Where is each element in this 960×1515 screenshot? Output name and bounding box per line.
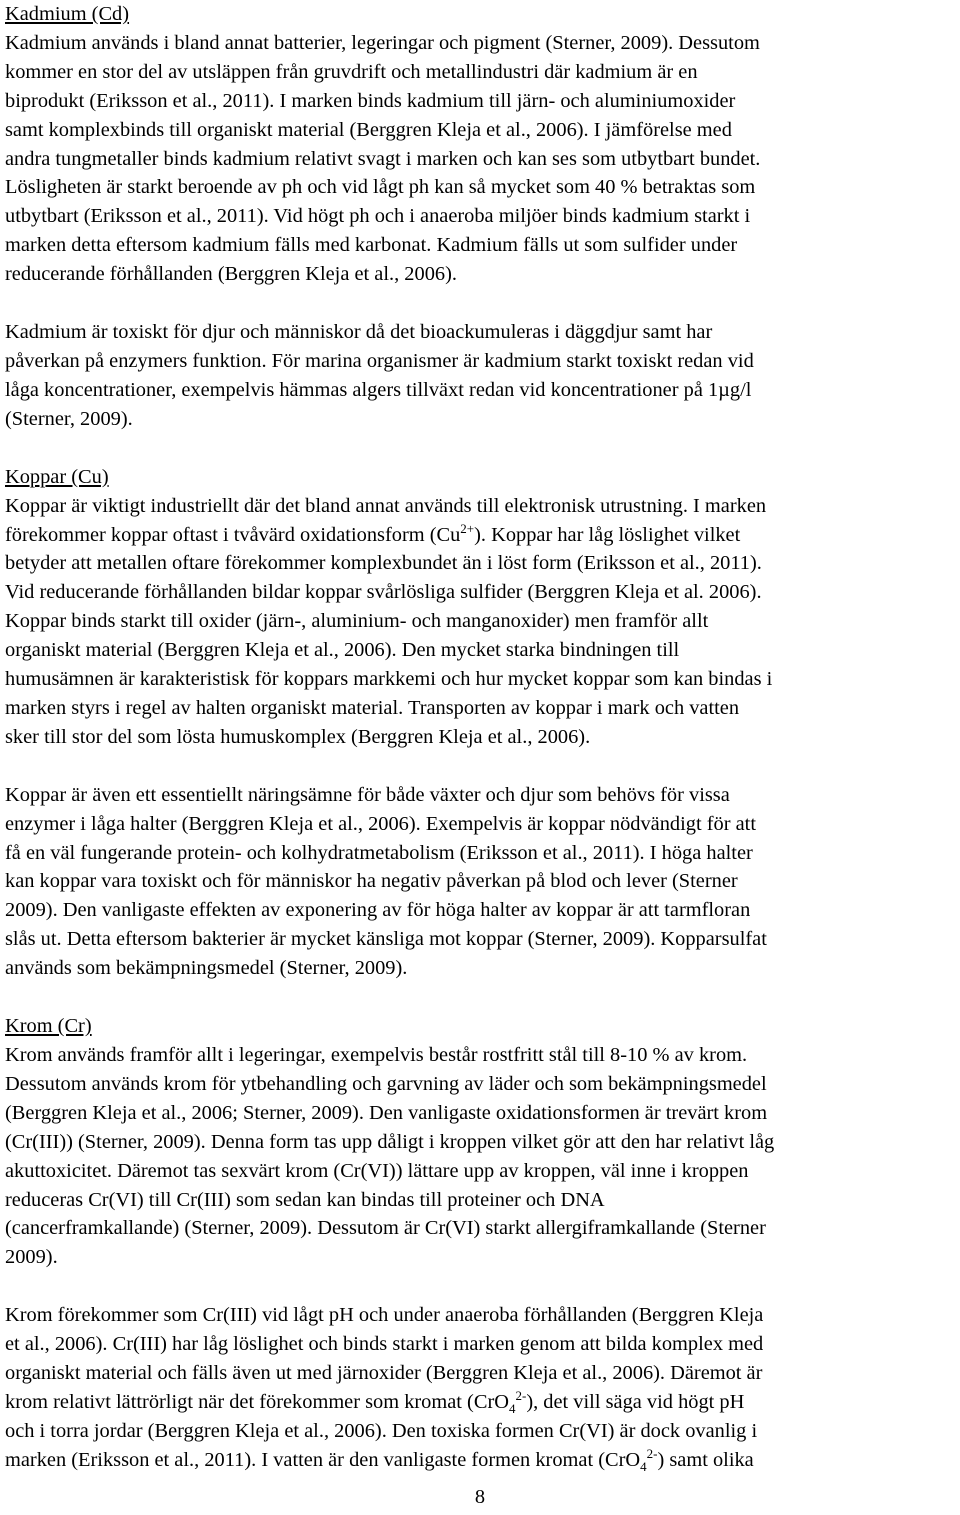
paragraph-krom-2 bbox=[5, 1301, 957, 1474]
text-line: marken detta eftersom kadmium fälls med karbonat. Kadmium fälls ut som sulfider under bbox=[5, 234, 738, 257]
text-line: Kadmium är toxiskt för djur och människor då det bioackumuleras i däggdjur samt har bbox=[5, 321, 713, 344]
superscript-charge: 2- bbox=[515, 1388, 527, 1404]
text-line: andra tungmetaller binds kadmium relativt svagt i marken och kan ses som utbytbart bundet. bbox=[5, 147, 761, 170]
paragraph-gap bbox=[5, 1272, 957, 1301]
text-fragment: ) samt olika bbox=[657, 1448, 754, 1471]
text-line: Dessutom används krom för ytbehandling och garvning av läder och som bekämpningsmedel bbox=[5, 1072, 767, 1095]
text-line: (Berggren Kleja et al., 2006; Sterner, 2009). Den vanligaste oxidationsformen är trevärt krom bbox=[5, 1101, 768, 1124]
text-line: 2009). Den vanligaste effekten av exponering av för höga halter av koppar är att tarmfloran bbox=[5, 899, 751, 922]
text-line: marken styrs i regel av halten organiskt material. Transporten av koppar i mark och vatten bbox=[5, 696, 740, 719]
heading-koppar: Koppar (Cu) bbox=[5, 465, 109, 488]
text-line: akuttoxicitet. Däremot tas sexvärt krom (Cr(VI)) lättare upp av kroppen, väl inne i kroppen bbox=[5, 1159, 749, 1182]
text-line: Krom används framför allt i legeringar, exempelvis består rostfritt stål till 8-10 % av krom. bbox=[5, 1044, 748, 1066]
text-line bbox=[5, 1388, 957, 1417]
text-line: kan koppar vara toxiskt och för människor ha negativ påverkan på blod och lever (Sterner bbox=[5, 870, 738, 893]
paragraph-koppar-1 bbox=[5, 492, 957, 752]
text-line: Koppar är viktigt industriellt där det bland annat används till elektronisk utrustning. I marken bbox=[5, 494, 767, 517]
text-line: enzymer i låga halter (Berggren Kleja et al., 2006). Exempelvis är koppar nödvändigt för att bbox=[5, 812, 756, 835]
paragraph-gap bbox=[5, 983, 957, 1012]
text-line: (cancerframkallande) (Sterner, 2009). Dessutom är Cr(VI) starkt allergiframkallande (Sterner bbox=[5, 1217, 766, 1240]
document-page bbox=[5, 0, 957, 1475]
superscript-charge: 2- bbox=[646, 1445, 658, 1461]
paragraph-gap bbox=[5, 752, 957, 781]
text-fragment: förekommer koppar oftast i tvåvärd oxidationsform (Cu bbox=[5, 523, 461, 546]
text-line: (Sterner, 2009). bbox=[5, 407, 133, 430]
page-number: 8 bbox=[474, 1486, 486, 1508]
text-fragment: krom relativt lättrörligt när det förekommer som kromat (CrO bbox=[5, 1390, 509, 1413]
text-line: reduceras Cr(VI) till Cr(III) som sedan kan bindas till proteiner och DNA bbox=[5, 1188, 605, 1211]
text-line: och i torra jordar (Berggren Kleja et al., 2006). Den toxiska formen Cr(VI) är dock ovanlig i bbox=[5, 1419, 758, 1442]
text-line: Lösligheten är starkt beroende av ph och vid lågt ph kan så mycket som 40 % betraktas som bbox=[5, 176, 756, 199]
text-line: låga koncentrationer, exempelvis hämmas algers tillväxt redan vid koncentrationer på 1µg/l bbox=[5, 378, 752, 401]
text-line: betyder att metallen oftare förekommer komplexbundet än i löst form (Eriksson et al., 2011). bbox=[5, 552, 762, 575]
text-line: biprodukt (Eriksson et al., 2011). I marken binds kadmium till järn- och aluminiumoxider bbox=[5, 89, 736, 112]
text-fragment: ), det vill säga vid högt pH bbox=[526, 1390, 745, 1413]
text-line: används som bekämpningsmedel (Sterner, 2009). bbox=[5, 957, 408, 980]
heading-krom: Krom (Cr) bbox=[5, 1015, 92, 1038]
text-line: sker till stor del som lösta humuskomplex (Berggren Kleja et al., 2006). bbox=[5, 725, 591, 748]
text-line: organiskt material och fälls även ut med järnoxider (Berggren Kleja et al., 2006). Däremot är bbox=[5, 1362, 763, 1385]
paragraph-gap bbox=[5, 289, 957, 318]
text-line: (Cr(III)) (Sterner, 2009). Denna form tas upp dåligt i kroppen vilket gör att den har relativt låg bbox=[5, 1130, 775, 1153]
text-line: 2009). bbox=[5, 1246, 58, 1269]
text-fragment: marken (Eriksson et al., 2011). I vatten är den vanligaste formen kromat (CrO bbox=[5, 1448, 641, 1471]
heading-kadmium: Kadmium (Cd) bbox=[5, 3, 130, 25]
text-line: kommer en stor del av utsläppen från gruvdrift och metallindustri där kadmium är en bbox=[5, 60, 698, 83]
subscript: 4 bbox=[508, 1401, 516, 1417]
text-line: slås ut. Detta eftersom bakterier är mycket känsliga mot koppar (Sterner, 2009). Kopparsulfat bbox=[5, 928, 767, 951]
paragraph-gap bbox=[5, 434, 957, 463]
text-line: Krom förekommer som Cr(III) vid lågt pH och under anaeroba förhållanden (Berggren Kleja bbox=[5, 1304, 764, 1327]
text-line: samt komplexbinds till organiskt material (Berggren Kleja et al., 2006). I jämförelse med bbox=[5, 118, 732, 141]
text-line: få en väl fungerande protein- och kolhydratmetabolism (Eriksson et al., 2011). I höga halter bbox=[5, 841, 753, 864]
text-line: Koppar binds starkt till oxider (järn-, aluminium- och manganoxider) men framför allt bbox=[5, 610, 709, 633]
text-fragment: ). Koppar har låg löslighet vilket bbox=[474, 523, 741, 546]
text-line: et al., 2006). Cr(III) har låg löslighet och binds starkt i marken genom att bilda komplex med bbox=[5, 1333, 764, 1356]
paragraph-koppar-2 bbox=[5, 781, 957, 983]
text-line: påverkan på enzymers funktion. För marina organismer är kadmium starkt toxiskt redan vid bbox=[5, 349, 754, 372]
text-line: Koppar är även ett essentiellt näringsämne för både växter och djur som behövs för vissa bbox=[5, 783, 730, 806]
text-line: reducerande förhållanden (Berggren Kleja et al., 2006). bbox=[5, 263, 457, 286]
subscript: 4 bbox=[640, 1458, 647, 1474]
text-line: Kadmium används i bland annat batterier, legeringar och pigment (Sterner, 2009). Dessutom bbox=[5, 31, 760, 54]
paragraph-kadmium-2 bbox=[5, 318, 957, 434]
text-line: organiskt material (Berggren Kleja et al., 2006). Den mycket starka bindningen till bbox=[5, 639, 680, 662]
text-line: humusämnen är karakteristisk för koppars markkemi och hur mycket koppar som kan bindas i bbox=[5, 668, 773, 691]
text-line: Vid reducerande förhållanden bildar koppar svårlösliga sulfider (Berggren Kleja et al. 2006). bbox=[5, 581, 762, 604]
paragraph-kadmium-1 bbox=[5, 29, 957, 289]
text-line bbox=[5, 1446, 957, 1475]
text-line: utbytbart (Eriksson et al., 2011). Vid högt ph och i anaeroba miljöer binds kadmium starkt i bbox=[5, 205, 751, 228]
text-line bbox=[5, 521, 957, 550]
superscript-charge: 2+ bbox=[460, 520, 475, 536]
paragraph-krom-1 bbox=[5, 1041, 957, 1272]
